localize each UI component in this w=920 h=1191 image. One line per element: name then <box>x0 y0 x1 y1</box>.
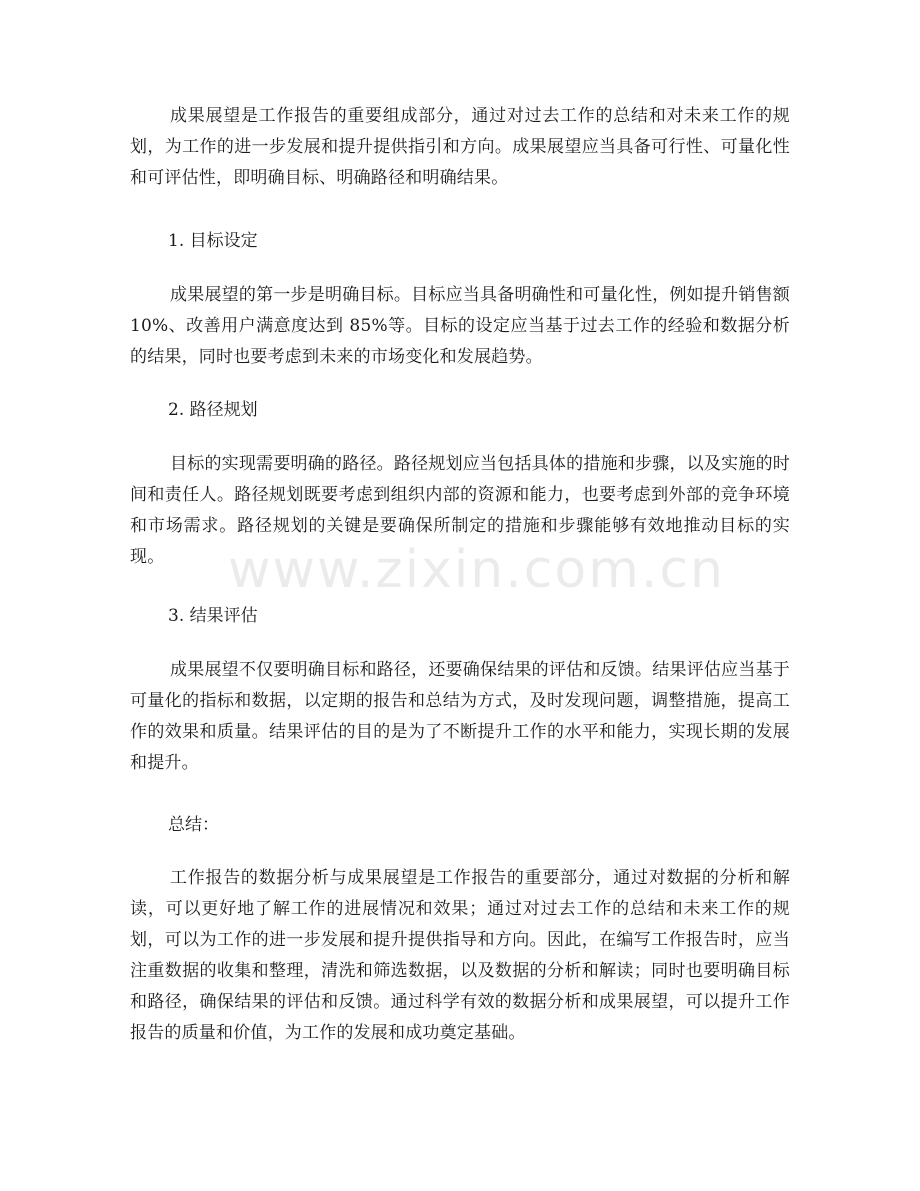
summary-heading: 总结： <box>168 815 219 835</box>
summary-body: 工作报告的数据分析与成果展望是工作报告的重要部分，通过对数据的分析和解读，可以更好地了解工作的进展情况和效果；通过对过去工作的总结和未来工作的规划，可以为工作的进一步发展和提升提供指导和方向。因此，在编写工作报告时，应当注重数据的收集和整理，清洗和筛选数据，以及数据的分析和解读；同时也要明确目标和路径，确保结果的评估和反馈。通过科学有效的数据分析和成果展望，可以提升工作报告的质量和价值，为工作的发展和成功奠定基础。 <box>130 868 790 1043</box>
watermark-text: www.zixin.com.cn <box>228 540 725 600</box>
section-heading-path-planning: 2. 路径规划 <box>168 400 258 420</box>
section-heading-result-evaluation: 3. 结果评估 <box>168 606 258 626</box>
intro-paragraph: 成果展望是工作报告的重要组成部分，通过对过去工作的总结和对未来工作的规划，为工作的进一步发展和提升提供指引和方向。成果展望应当具备可行性、可量化性和可评估性，即明确目标、明确路径和明确结果。 <box>130 106 790 188</box>
section-body-result-evaluation: 成果展望不仅要明确目标和路径，还要确保结果的评估和反馈。结果评估应当基于可量化的指标和数据，以定期的报告和总结为方式，及时发现问题，调整措施，提高工作的效果和质量。结果评估的目的是为了不断提升工作的水平和能力，实现长期的发展和提升。 <box>130 660 790 773</box>
section-heading-goal-setting: 1. 目标设定 <box>168 231 258 251</box>
section-body-path-planning: 目标的实现需要明确的路径。路径规划应当包括具体的措施和步骤，以及实施的时间和责任人。路径规划既要考虑到组织内部的资源和能力，也要考虑到外部的竞争环境和市场需求。路径规划的关键是要确保所制定的措施和步骤能够有效地推动目标的实现。 <box>130 454 790 567</box>
section-body-goal-setting: 成果展望的第一步是明确目标。目标应当具备明确性和可量化性，例如提升销售额 10%、改善用户满意度达到 85%等。目标的设定应当基于过去工作的经验和数据分析的结果，同时也要考虑到未来的市场变化和发展趋势。 <box>130 285 790 367</box>
